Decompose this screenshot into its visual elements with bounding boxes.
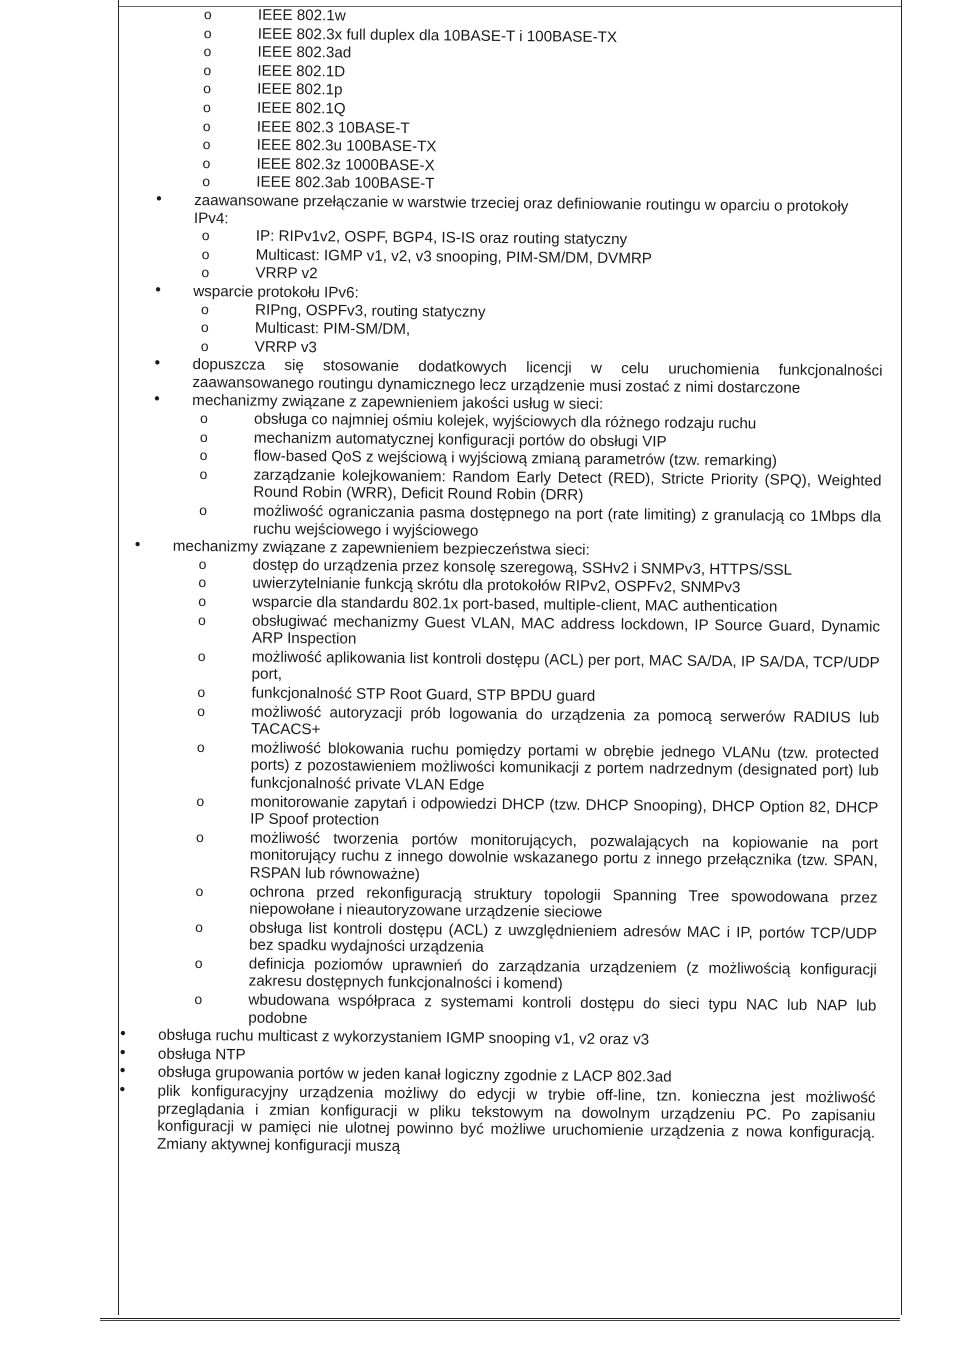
- list-item: o IEEE 802.1D: [257, 62, 885, 86]
- list-item: o ochrona przed rekonfiguracją struktury topologii Spanning Tree spowodowana przez niepowołane i nieautoryzowane urządzenie sieciowe: [249, 883, 877, 924]
- spec-content: [156, 6, 886, 1161]
- security-main-list: [130, 538, 881, 1033]
- list-item: o RIPng, OSPFv3, routing statyczny: [255, 301, 883, 325]
- list-item: o funkcjonalność STP Root Guard, STP BPDU guard: [251, 685, 879, 709]
- list-item: o IEEE 802.3 10BASE-T: [257, 118, 885, 142]
- list-item: o IEEE 802.1p: [257, 81, 885, 105]
- ipv6-item: [155, 283, 884, 362]
- list-item: o definicja poziomów uprawnień do zarządzania urządzeniem (z możliwością konfiguracji zakresu dostępnych funkcjonalności i komend): [249, 955, 877, 996]
- tail-list: [119, 1027, 876, 1160]
- list-item: o VRRP v3: [255, 338, 883, 362]
- list-item: o obsługa co najmniej ośmiu kolejek, wyjściowych dla różnego rodzaju ruchu: [254, 411, 882, 435]
- list-item: o IEEE 802.1w: [258, 7, 886, 31]
- qos-item: [153, 392, 882, 544]
- list-item: o obsługiwać mechanizmy Guest VLAN, MAC address lockdown, IP Source Guard, Dynamic ARP Inspection: [252, 612, 880, 653]
- list-item: • obsługa ruchu multicast z wykorzystaniem IGMP snooping v1, v2 oraz v3: [120, 1027, 876, 1052]
- security-item: [130, 538, 881, 1033]
- list-item: o możliwość blokowania ruchu pomiędzy portami w obrębie jednego VLANu (tzw. protected ports) z pozostawieniem możliwości komunikacji z portem nadrzednym (designated port) lub funkcjonalność private VLAN Edge: [250, 739, 878, 798]
- table-border-right: [901, 0, 902, 1315]
- list-item: o IEEE 802.3z 1000BASE-X: [256, 155, 884, 179]
- table-border-bottom: [100, 1318, 900, 1319]
- standards-list: [194, 6, 886, 198]
- list-item: o IEEE 802.3u 100BASE-TX: [257, 137, 885, 161]
- list-item: o IEEE 802.3ab 100BASE-T: [256, 174, 884, 198]
- list-item: o monitorowanie zapytań i odpowiedzi DHCP (tzw. DHCP Snooping), DHCP Option 82, DHCP IP Spoof protection: [250, 793, 878, 834]
- list-item: • plik konfiguracyjny urządzenia możliwy do edycji w trybie off-line, tzn. konieczna jest możliwość przeglądania i zmian konfiguracji w pliku tekstowym na dowolnym urządzeniu PC. Po zapisaniu konfiguracji w pamięci nie ulotnej powinno być możliwe uruchomienie urządzenia z nowa konfiguracją. Zmiany aktywnej konfiguracji muszą: [119, 1082, 876, 1160]
- ipv6-sublist: [193, 300, 883, 361]
- routing-sublist: [193, 227, 883, 288]
- list-item: • obsługa grupowania portów w jeden kanał logiczny zgodnie z LACP 802.3ad: [120, 1064, 876, 1089]
- list-item: o Multicast: IGMP v1, v2, v3 snooping, PIM-SM/DM, DVMRP: [256, 246, 884, 270]
- list-item: o dostęp do urządzenia przez konsolę szeregową, SSHv2 i SNMPv3, HTTPS/SSL: [253, 556, 881, 580]
- routing-text: • zaawansowane przełączanie w warstwie trzeciej oraz definiowanie routingu w oparciu o protokoły IPv4:: [193, 191, 849, 227]
- list-item: o IP: RIPv1v2, OSPF, BGP4, IS-IS oraz routing statyczny: [256, 228, 884, 252]
- list-item: o Multicast: PIM-SM/DM,: [255, 320, 883, 344]
- security-text: • mechanizmy związane z zapewnieniem bezpieczeństwa sieci:: [172, 538, 590, 560]
- main-list: [153, 192, 884, 544]
- qos-text: • mechanizmy związane z zapewnieniem jakości usług w sieci:: [192, 392, 604, 414]
- list-item: o VRRP v2: [255, 265, 883, 289]
- table-border-bottom-inner: [100, 1320, 900, 1321]
- list-item: o możliwość autoryzacji prób logowania do urządzenia za pomocą serwerów RADIUS lub TACACS+: [251, 703, 879, 744]
- ipv6-text: • wsparcie protokołu IPv6:: [193, 282, 359, 302]
- list-item: o możliwość ograniczania pasma dostępnego na port (rate limiting) z granulacją co 1Mbps dla ruchu wejściowego i wyjściowego: [253, 503, 881, 544]
- list-item: o IEEE 802.3x full duplex dla 10BASE-T i 100BASE-TX: [258, 25, 886, 49]
- routing-item: [155, 192, 884, 289]
- list-item: o obsługa list kontroli dostępu (ACL) z uwzględnieniem adresów MAC i IP, portów TCP/UDP bez spadku wydajności urządzenia: [249, 919, 877, 960]
- list-item: o możliwość tworzenia portów monitorujących, pozwalających na kopiowanie na port monitorujący ruchu z innego dowolnie wskazanego portu z innego przełącznika (tzw. SPAN, RSPAN lub równoważne): [250, 829, 878, 888]
- list-item: o wsparcie dla standardu 802.1x port-based, multiple-client, MAC authentication: [252, 594, 880, 618]
- list-item: o mechanizm automatycznej konfiguracji portów do obsługi VIP: [254, 429, 882, 453]
- list-item: • obsługa NTP: [120, 1045, 876, 1070]
- list-item: o IEEE 802.3ad: [257, 44, 885, 68]
- licencje-item: • dopuszcza się stosowanie dodatkowych licencji w celu uruchomienia funkcjonalności zaawansowanego routingu dynamicznego lecz urządzenie musi zostać z nimi dostarczone: [154, 356, 882, 398]
- list-item: o flow-based QoS z wejściową i wyjściową zmianą parametrów (tzw. remarking): [254, 448, 882, 472]
- list-item: o zarządzanie kolejkowaniem: Random Early Detect (RED), Stricte Priority (SPQ), Weighted Round Robin (WRR), Deficit Round Robin (DRR): [253, 466, 881, 507]
- list-item: o IEEE 802.1Q: [257, 100, 885, 124]
- list-item: o wbudowana współpraca z systemami kontroli dostępu do sieci typu NAC lub NAP lub podobne: [248, 992, 876, 1033]
- list-item: o uwierzytelnianie funkcją skrótu dla protokołów RIPv2, OSPFv2, SNMPv3: [252, 575, 880, 599]
- list-item: o możliwość aplikowania list kontroli dostępu (ACL) per port, MAC SA/DA, IP SA/DA, TCP/UDP port,: [251, 648, 879, 689]
- security-sublist: [168, 556, 880, 1033]
- qos-sublist: [191, 410, 882, 544]
